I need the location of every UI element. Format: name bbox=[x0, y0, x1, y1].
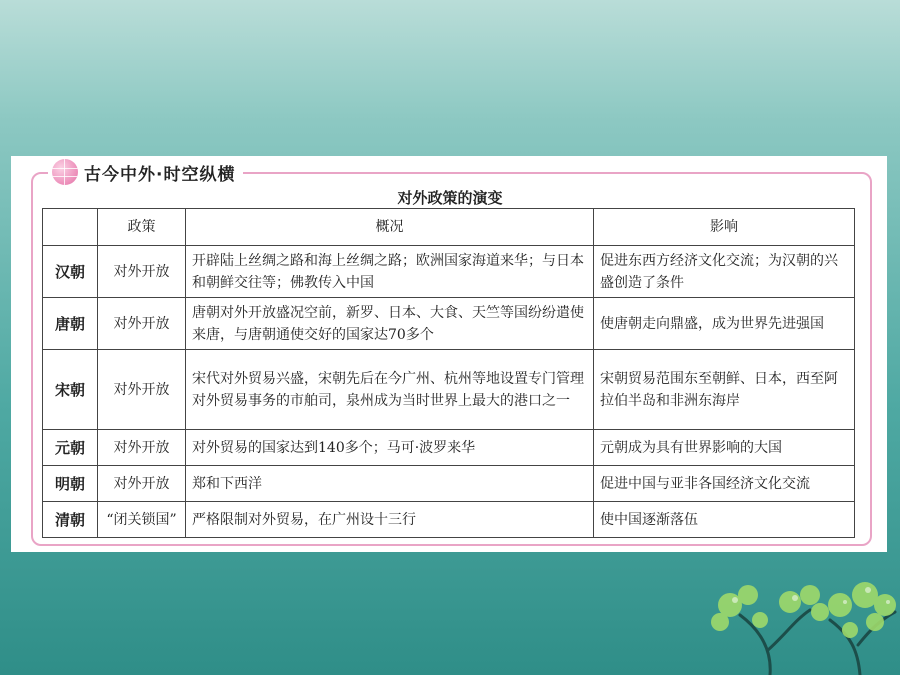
policy-cell: “闭关锁国” bbox=[98, 502, 186, 538]
globe-icon bbox=[52, 159, 78, 185]
section-header bbox=[48, 158, 243, 186]
impact-cell: 宋朝贸易范围东至朝鲜、日本，西至阿拉伯半岛和非洲东海岸 bbox=[594, 350, 855, 430]
table-row bbox=[43, 246, 855, 298]
header-policy: 政策 bbox=[98, 209, 186, 246]
table-row bbox=[43, 298, 855, 350]
dynasty-cell: 宋朝 bbox=[43, 350, 98, 430]
overview-cell: 宋代对外贸易兴盛，宋朝先后在今广州、杭州等地设置专门管理对外贸易事务的市舶司，泉州成为当时世界上最大的港口之一 bbox=[186, 350, 594, 430]
policy-cell: 对外开放 bbox=[98, 430, 186, 466]
section-title: 古今中外·时空纵横 bbox=[84, 164, 236, 185]
table-row bbox=[43, 466, 855, 502]
overview-cell: 严格限制对外贸易，在广州设十三行 bbox=[186, 502, 594, 538]
impact-cell: 使唐朝走向鼎盛，成为世界先进强国 bbox=[594, 298, 855, 350]
impact-cell: 促进中国与亚非各国经济文化交流 bbox=[594, 466, 855, 502]
table-row bbox=[43, 430, 855, 466]
policy-cell: 对外开放 bbox=[98, 350, 186, 430]
policy-cell: 对外开放 bbox=[98, 246, 186, 298]
header-overview: 概况 bbox=[186, 209, 594, 246]
policy-cell: 对外开放 bbox=[98, 466, 186, 502]
impact-cell: 元朝成为具有世界影响的大国 bbox=[594, 430, 855, 466]
overview-cell: 开辟陆上丝绸之路和海上丝绸之路；欧洲国家海道来华；与日本和朝鲜交往等；佛教传入中国 bbox=[186, 246, 594, 298]
header-impact: 影响 bbox=[594, 209, 855, 246]
dynasty-cell: 唐朝 bbox=[43, 298, 98, 350]
dynasty-cell: 汉朝 bbox=[43, 246, 98, 298]
table-row bbox=[43, 350, 855, 430]
table-row bbox=[43, 502, 855, 538]
overview-cell: 唐朝对外开放盛况空前，新罗、日本、大食、天竺等国纷纷遣使来唐，与唐朝通使交好的国家达70多个 bbox=[186, 298, 594, 350]
table-title: 对外政策的演变 bbox=[397, 189, 503, 207]
dynasty-cell: 明朝 bbox=[43, 466, 98, 502]
impact-cell: 使中国逐渐落伍 bbox=[594, 502, 855, 538]
header-blank bbox=[43, 209, 98, 246]
dynasty-cell: 元朝 bbox=[43, 430, 98, 466]
table-header-row bbox=[43, 209, 855, 246]
policy-table bbox=[42, 208, 855, 538]
dynasty-cell: 清朝 bbox=[43, 502, 98, 538]
overview-cell: 对外贸易的国家达到140多个；马可·波罗来华 bbox=[186, 430, 594, 466]
impact-cell: 促进东西方经济文化交流；为汉朝的兴盛创造了条件 bbox=[594, 246, 855, 298]
tree-icon bbox=[700, 550, 900, 675]
overview-cell: 郑和下西洋 bbox=[186, 466, 594, 502]
policy-cell: 对外开放 bbox=[98, 298, 186, 350]
